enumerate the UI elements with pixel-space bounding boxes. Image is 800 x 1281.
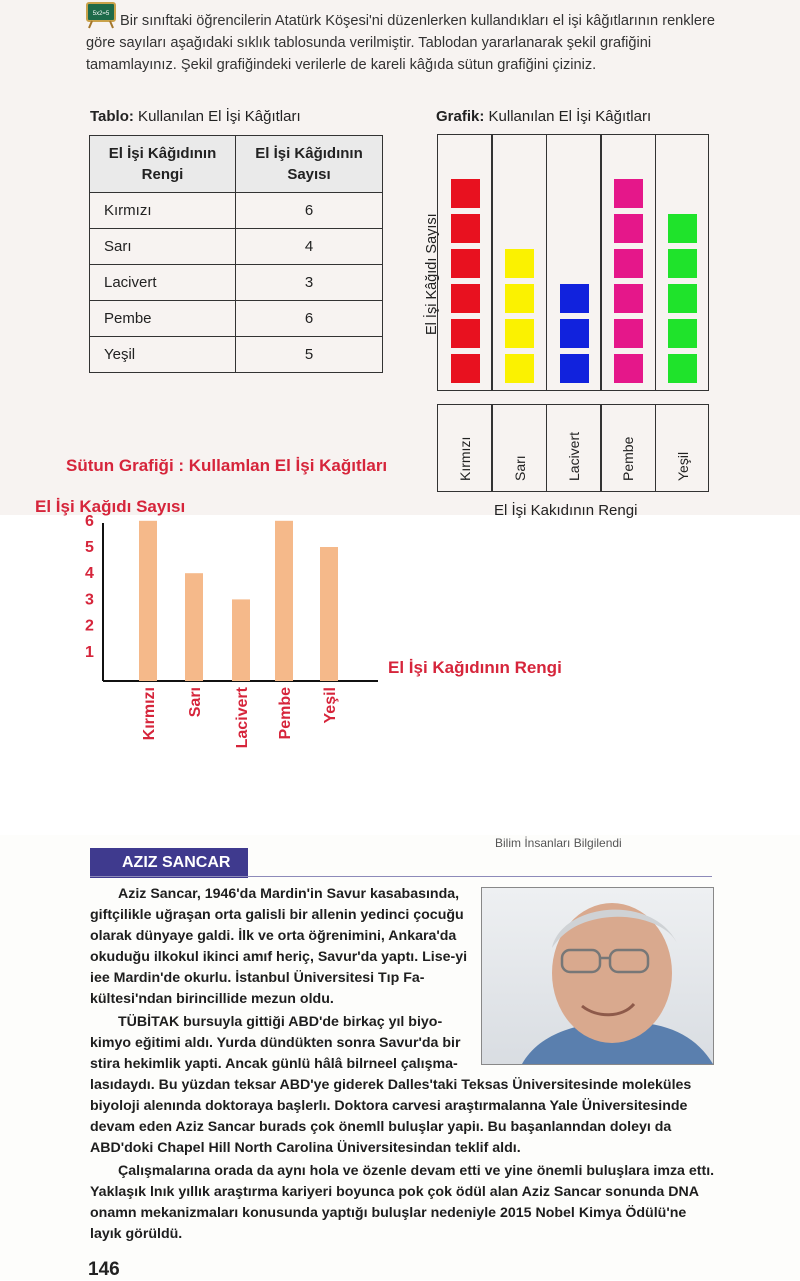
- pictograph-square: [451, 284, 480, 313]
- y-tick-label: 4: [85, 565, 94, 583]
- pictograph-category-label: Pembe: [620, 436, 637, 481]
- table-row: Yeşil 5: [90, 337, 383, 373]
- grid-column-divider: [600, 405, 602, 491]
- pictograph-square: [451, 319, 480, 348]
- pictograph-y-label: El İşi Kâğıdı Sayısı: [424, 213, 440, 335]
- pictograph-square: [668, 249, 697, 278]
- chalkboard-text: 5x2=5: [92, 11, 110, 17]
- pictograph-square: [668, 319, 697, 348]
- pictograph-square: [505, 354, 534, 383]
- grid-column-divider: [655, 405, 657, 491]
- cut-off-text: [495, 832, 655, 842]
- pictograph-category-label: Yeşil: [674, 451, 691, 481]
- pictograph-title: Grafik: Kullanılan El İşi Kâğıtları: [436, 108, 652, 125]
- bar-chart: [0, 512, 800, 835]
- grid-column-divider: [600, 135, 602, 390]
- bar-2: [232, 599, 250, 681]
- table-title: Tablo: Kullanılan El İşi Kâğıtları: [90, 108, 301, 125]
- section-header: AZIZ SANCAR: [90, 848, 248, 878]
- pictograph-square: [451, 249, 480, 278]
- pictograph-square: [668, 284, 697, 313]
- pictograph-square: [614, 319, 643, 348]
- y-tick-label: 6: [85, 512, 94, 530]
- bar-0: [139, 521, 157, 681]
- grid-column-divider: [546, 135, 548, 390]
- bar-chart-x-label: El İşi Kağıdının Rengi: [388, 658, 562, 677]
- table-row: Sarı 4: [90, 229, 383, 265]
- bar-4: [320, 547, 338, 681]
- task-instruction: Bir sınıftaki öğrencilerin Atatürk Köşesi'ni düzenlerken kullandıkları el işi kâğıtlarının renklere göre sayıları aşağıdaki sıklık tablosunda verilmiştir. Tablodan yararlanarak şekil grafiğini tamamlayınız. Şekil grafiğindeki verilerle de kareli kâğıda sütun grafiğini çiziniz.: [86, 13, 715, 73]
- pictograph-square: [614, 179, 643, 208]
- pictograph-grid: [437, 134, 709, 391]
- pictograph-square: [505, 319, 534, 348]
- pictograph-square: [668, 354, 697, 383]
- pictograph-category-label: Sarı: [511, 455, 528, 481]
- pictograph-x-label: El İşi Kakıdının Rengi: [494, 502, 638, 519]
- bio-paragraph-3: Çalışmalarına orada da aynı hola ve özenle devam etti ve yine önemli buluşlara imza ettı. Yaklaşık lnık yıllık araştırma kariyeri boyunca pok çok ödül alan Aziz Sancar sonunda DNA onamn mekanizmaları konusunda yaptığı buluşlar nedeniyle 2015 Nobel Kimya Ödülü'ne layık görüldü.: [90, 1163, 715, 1242]
- pictograph-square: [614, 354, 643, 383]
- section-divider: [90, 876, 712, 877]
- y-tick-label: 3: [85, 591, 94, 609]
- pictograph-square: [505, 284, 534, 313]
- bar-1: [185, 573, 203, 681]
- x-tick-label: Pembe: [277, 687, 294, 740]
- grid-column-divider: [546, 405, 548, 491]
- x-tick-label: Yeşil: [322, 687, 339, 724]
- y-tick-label: 1: [85, 643, 94, 661]
- y-tick-label: 5: [85, 539, 94, 556]
- pictograph-category-label: Kırmızı: [457, 436, 474, 481]
- bar-chart-y-label: El İşi Kağıdı Sayısı: [35, 497, 186, 516]
- pictograph-square: [560, 354, 589, 383]
- table-header-color: El İşi Kâğıdının Rengi: [90, 136, 236, 193]
- pictograph-square: [560, 319, 589, 348]
- bio-paragraph-2a: TÜBİTAK bursuyla gittiği ABD'de birkaç yıl biyo-kimyo eğitimi aldı. Yurda dündükten sonra Savur'da bir stira hekimlik yapti. Ancak günlü hâlâ bilrneel çalışma-lasıdaydı. Bu yüzdan teksar ABD'ye giderek Dalles'taki Teksas Üniversitesinde moleküles biyoloji alenında doktoraya başlerlı. Doktora carvesi araştırmalanna Yale Üniversitesinde devam eden Aziz Sancar burads çok önemll buluşlar yapiı. Bu başanlanndan doleyı da ABD'doki Chapel Hill North Carolina Üniversitesindan teklif aldı.: [90, 1012, 716, 1159]
- grid-column-divider: [491, 135, 493, 390]
- pictograph-square: [505, 249, 534, 278]
- table-row: Lacivert 3: [90, 265, 383, 301]
- table-row: Kırmızı 6: [90, 193, 383, 229]
- bar-chart-title: Sütun Grafiği : Kullamlan El İşi Kağıtları: [66, 456, 388, 475]
- x-tick-label: Lacivert: [234, 687, 251, 749]
- pictograph-square: [668, 214, 697, 243]
- pictograph-square: [614, 249, 643, 278]
- frequency-table: [89, 135, 383, 373]
- grid-column-divider: [655, 135, 657, 390]
- pictograph-square: [560, 284, 589, 313]
- x-tick-label: Sarı: [187, 687, 204, 718]
- table-row: Pembe 6: [90, 301, 383, 337]
- pictograph-square: [614, 284, 643, 313]
- y-tick-label: 2: [85, 617, 94, 635]
- bar-3: [275, 521, 293, 681]
- page-number: 146: [88, 1259, 120, 1280]
- table-header-count: El İşi Kâğıdının Sayısı: [236, 136, 383, 193]
- pictograph-category-label: Lacivert: [566, 431, 582, 481]
- pictograph-square: [451, 214, 480, 243]
- pictograph-square: [451, 354, 480, 383]
- grid-column-divider: [491, 405, 493, 491]
- photo-wrap-spacer: [468, 1012, 716, 1070]
- x-tick-label: Kırmızı: [141, 687, 158, 741]
- pictograph-square: [451, 179, 480, 208]
- pictograph-category-row: [437, 404, 709, 492]
- bio-paragraph-1: Aziz Sancar, 1946'da Mardin'in Savur kasabasında, giftçilikle uğraşan orta galisli bir allenin yedinci çocuğu olarak dünyaye galdi. İlk ve orta öğrenimini, Ankara'da okuduğu ilkokul ikinci amıf heriç, Savur'da yaptı. Lise-yi iee Mardin'de okurlu. İstanbul Üniversitesi Tıp Fa-kültesi'ndan birincillide mezun oldu.: [90, 886, 468, 1007]
- pictograph-square: [614, 214, 643, 243]
